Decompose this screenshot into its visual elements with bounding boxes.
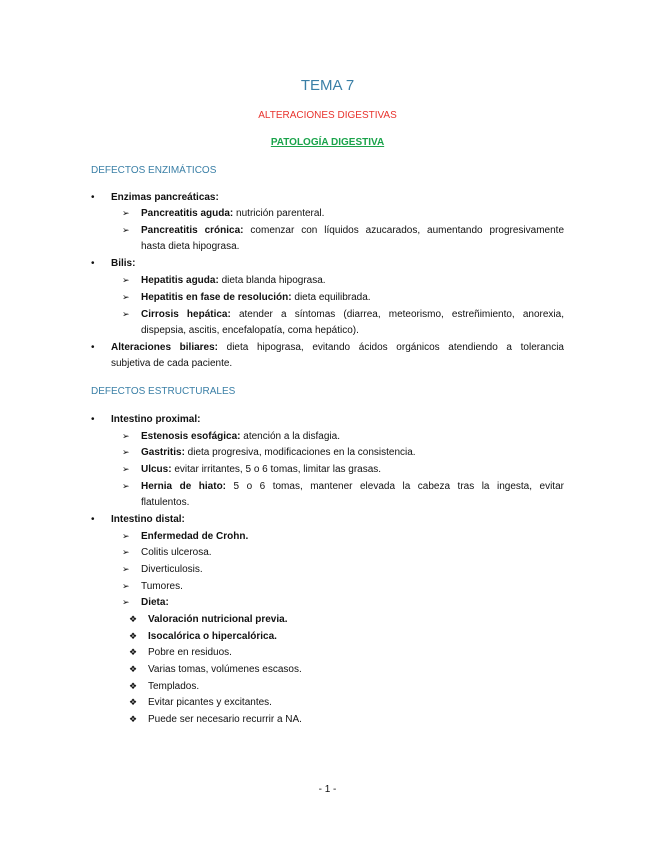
dieta-item: Isocalórica o hipercalórica. [148, 631, 277, 642]
page-number: - 1 - [318, 784, 337, 795]
list-item-tumores: Tumores. [141, 581, 183, 592]
term: Pancreatitis crónica: [141, 225, 244, 236]
list-item-crohn: Enfermedad de Crohn. [141, 531, 249, 542]
diamond-bullet-icon: ❖ [129, 697, 138, 707]
list-item-gastritis [141, 446, 416, 459]
text: nutrición parenteral. [233, 208, 325, 219]
diamond-bullet-icon: ❖ [129, 631, 138, 641]
term: Ulcus: [141, 464, 172, 475]
arrow-bullet-icon: ➢ [122, 309, 130, 319]
text: atender a síntomas (diarrea, meteorismo, estreñimiento, anorexia, [230, 309, 564, 320]
dieta-item: Templados. [148, 681, 200, 692]
list-item-hepatitis-aguda [141, 274, 326, 287]
diamond-bullet-icon: ❖ [129, 647, 138, 657]
diamond-bullet-icon: ❖ [129, 664, 138, 674]
list-item-continuation: subjetiva de cada paciente. [111, 358, 233, 369]
arrow-bullet-icon: ➢ [122, 292, 130, 302]
list-item-estenosis [141, 430, 340, 443]
term: Cirrosis hepática: [141, 309, 231, 320]
list-item-cirrosis [141, 308, 564, 321]
list-item-continuation: hasta dieta hipograsa. [141, 241, 240, 252]
list-item-hepatitis-resolucion [141, 291, 371, 304]
list-item-continuation: dispepsia, ascitis, encefalopatía, coma hepático). [141, 325, 359, 336]
list-item-pancreatitis-aguda [141, 207, 324, 220]
bullet-icon: • [91, 414, 95, 425]
dieta-item: Puede ser necesario recurrir a NA. [148, 714, 302, 725]
text: evitar irritantes, 5 o 6 tomas, limitar las grasas. [171, 464, 382, 475]
list-item-pancreatitis-cronica [141, 224, 564, 237]
arrow-bullet-icon: ➢ [122, 531, 130, 541]
list-item-ulcus [141, 463, 381, 476]
text: dieta progresiva, modificaciones en la consistencia. [184, 447, 416, 458]
subtitle-2-text: PATOLOGÍA DIGESTIVA [270, 137, 385, 148]
text: dieta equilibrada. [291, 292, 371, 303]
list-item-diverticulosis: Diverticulosis. [141, 564, 203, 575]
arrow-bullet-icon: ➢ [122, 597, 130, 607]
diamond-bullet-icon: ❖ [129, 714, 138, 724]
diamond-bullet-icon: ❖ [129, 681, 138, 691]
page-subtitle-2 [0, 137, 655, 148]
dieta-item: Pobre en residuos. [148, 647, 232, 658]
list-item-alteraciones-biliares [111, 341, 564, 354]
term: Gastritis: [141, 447, 185, 458]
arrow-bullet-icon: ➢ [122, 564, 130, 574]
term: Hepatitis aguda: [141, 275, 219, 286]
text: dieta hipograsa, evitando ácidos orgánicos atendiendo a tolerancia [218, 342, 564, 353]
bullet-icon: • [91, 258, 95, 269]
list-item-dieta: Dieta: [141, 597, 169, 608]
page-subtitle: ALTERACIONES DIGESTIVAS [258, 110, 397, 121]
arrow-bullet-icon: ➢ [122, 447, 130, 457]
page-title: TEMA 7 [300, 77, 355, 94]
list-item-bilis: Bilis: [111, 258, 136, 269]
arrow-bullet-icon: ➢ [122, 581, 130, 591]
arrow-bullet-icon: ➢ [122, 208, 130, 218]
arrow-bullet-icon: ➢ [122, 464, 130, 474]
term: Hernia de hiato: [141, 481, 227, 492]
term: Hepatitis en fase de resolución: [141, 292, 292, 303]
list-item-hernia-hiato [141, 480, 564, 493]
arrow-bullet-icon: ➢ [122, 481, 130, 491]
text: comenzar con líquidos azucarados, aumentando progresivamente [243, 225, 565, 236]
section-heading-estructurales: DEFECTOS ESTRUCTURALES [91, 386, 236, 397]
list-item-enzimas: Enzimas pancreáticas: [111, 192, 219, 203]
term: Estenosis esofágica: [141, 431, 241, 442]
list-item-intestino-proximal: Intestino proximal: [111, 414, 201, 425]
dieta-item: Valoración nutricional previa. [148, 614, 288, 625]
section-heading-enzimaticos: DEFECTOS ENZIMÁTICOS [91, 165, 217, 176]
dieta-item: Varias tomas, volúmenes escasos. [148, 664, 302, 675]
text: dieta blanda hipograsa. [218, 275, 326, 286]
arrow-bullet-icon: ➢ [122, 547, 130, 557]
list-item-continuation: flatulentos. [141, 497, 190, 508]
dieta-item: Evitar picantes y excitantes. [148, 697, 272, 708]
term: Alteraciones biliares: [111, 342, 219, 353]
text: atención a la disfagia. [240, 431, 340, 442]
term: Pancreatitis aguda: [141, 208, 234, 219]
list-item-intestino-distal: Intestino distal: [111, 514, 185, 525]
list-item-colitis: Colitis ulcerosa. [141, 547, 212, 558]
bullet-icon: • [91, 342, 95, 353]
bullet-icon: • [91, 514, 95, 525]
text: 5 o 6 tomas, mantener elevada la cabeza tras la ingesta, evitar [226, 481, 564, 492]
arrow-bullet-icon: ➢ [122, 431, 130, 441]
diamond-bullet-icon: ❖ [129, 614, 138, 624]
bullet-icon: • [91, 192, 95, 203]
arrow-bullet-icon: ➢ [122, 275, 130, 285]
arrow-bullet-icon: ➢ [122, 225, 130, 235]
